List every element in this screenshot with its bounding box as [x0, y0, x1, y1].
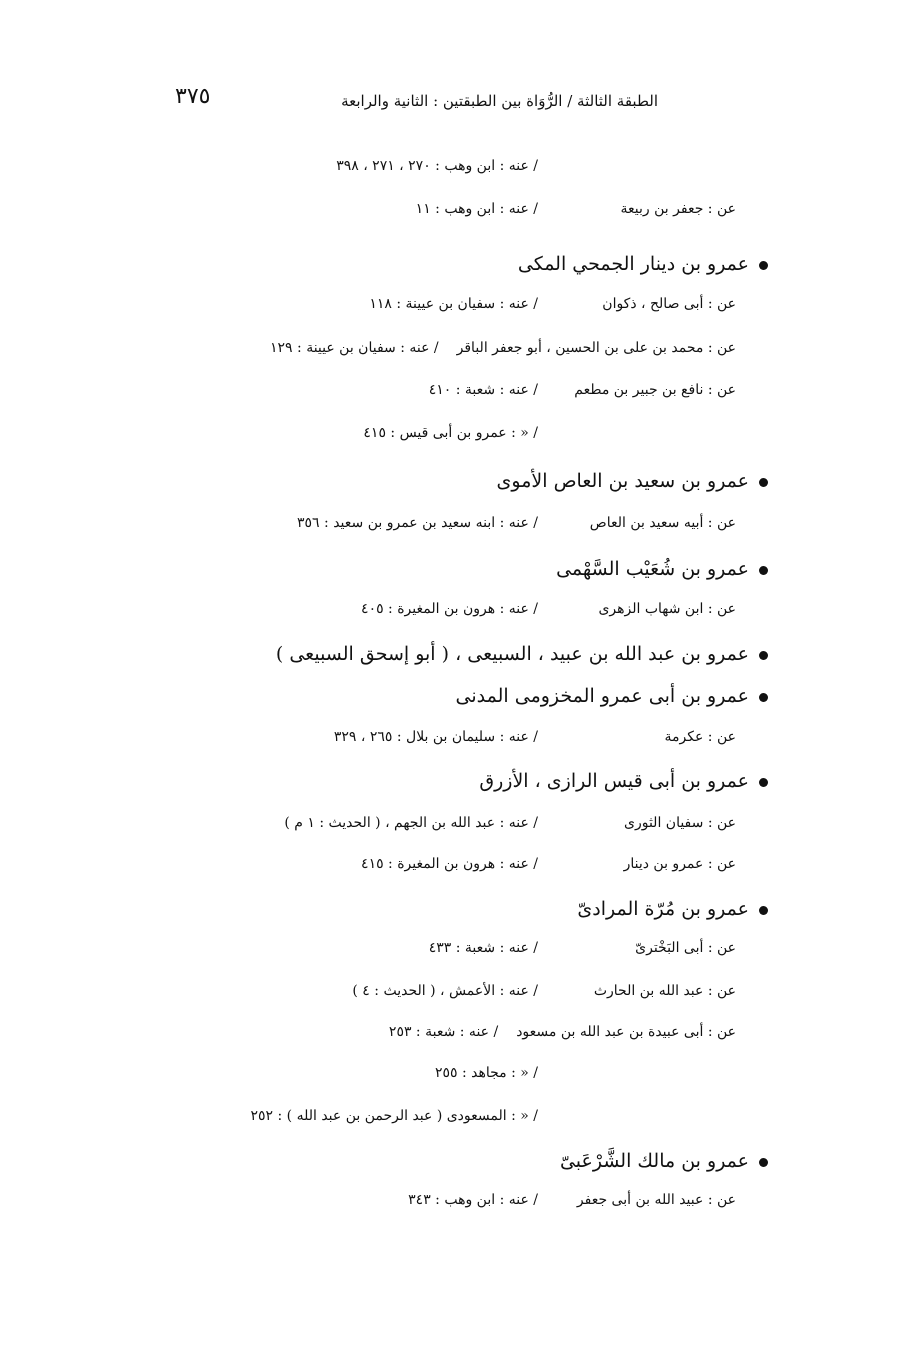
bullet-icon — [759, 778, 768, 787]
transmitted-from: عن : محمد بن على بن الحسين ، أبو جعفر الباقر — [456, 340, 736, 356]
narrator-name: عمرو بن أبى عمرو المخزومى المدنى — [455, 685, 749, 707]
transmitted-from: عن : جعفر بن ربيعة — [620, 201, 736, 217]
transmitted-from: عن : أبى عبيدة بن عبد الله بن مسعود — [516, 1024, 736, 1040]
transmitted-to: / عنه : سليمان بن بلال : ٢٦٥ ، ٣٢٩ — [333, 729, 538, 745]
transmitted-to: / عنه : ابن وهب : ٢٧٠ ، ٢٧١ ، ٣٩٨ — [336, 158, 538, 174]
transmitted-to: / عنه : شعبة : ٤١٠ — [428, 382, 538, 398]
transmitted-to: / عنه : الأعمش ، ( الحديث : ٤ ) — [352, 983, 538, 999]
narrator-name: عمرو بن مالك الشَّرْعَبىّ — [559, 1150, 749, 1172]
transmitted-to: / عنه : ابنه سعيد بن عمرو بن سعيد : ٣٥٦ — [297, 515, 538, 531]
transmitted-to: / عنه : شعبة : ٤٣٣ — [428, 940, 538, 956]
narrator-entry — [560, 1150, 768, 1172]
narrator-entry — [518, 253, 768, 275]
bullet-icon — [759, 693, 768, 702]
transmitted-from: عن : سفيان الثورى — [624, 815, 736, 831]
narrator-entry — [577, 898, 768, 920]
transmitted-from: عن : عبيد الله بن أبى جعفر — [576, 1192, 736, 1208]
bullet-icon — [759, 261, 768, 270]
transmitted-to: / « : عمرو بن أبى قيس : ٤١٥ — [363, 425, 538, 441]
narrator-name: عمرو بن أبى قيس الرازى ، الأزرق — [479, 770, 749, 792]
transmitted-from: عن : أبيه سعيد بن العاص — [589, 515, 736, 531]
transmitted-from: عن : نافع بن جبير بن مطعم — [574, 382, 736, 398]
transmitted-to: / عنه : عبد الله بن الجهم ، ( الحديث : ١ م ) — [284, 815, 538, 831]
narrator-name: عمرو بن سعيد بن العاص الأموى — [496, 470, 749, 492]
narrator-name: عمرو بن شُعَيْب السَّهْمى — [556, 558, 749, 580]
page-number: ٣٧٥ — [175, 84, 211, 109]
bullet-icon — [759, 1158, 768, 1167]
transmitted-from: عن : أبى البَخْترىّ — [635, 940, 736, 956]
narrator-name: عمرو بن عبد الله بن عبيد ، السبيعى ، ( أبو إسحق السبيعى ) — [275, 643, 749, 665]
transmitted-to: / « : مجاهد : ٢٥٥ — [434, 1065, 538, 1081]
transmitted-to: / عنه : هرون بن المغيرة : ٤١٥ — [361, 856, 538, 872]
bullet-icon — [759, 906, 768, 915]
transmitted-to: / عنه : ابن وهب : ٣٤٣ — [408, 1192, 538, 1208]
narrator-entry — [456, 685, 768, 707]
narrator-name: عمرو بن دينار الجمحي المكى — [517, 253, 749, 275]
transmitted-to: / عنه : سفيان بن عيينة : ١٢٩ — [270, 340, 439, 356]
bullet-icon — [759, 651, 768, 660]
bullet-icon — [759, 478, 768, 487]
transmitted-from: عن : ابن شهاب الزهرى — [598, 601, 736, 617]
transmitted-from: عن : أبى صالح ، ذكوان — [602, 296, 736, 312]
narrator-entry — [497, 470, 768, 492]
running-header: الطبقة الثالثة / الرُّوَاة بين الطبقتين : الثانية والرابعة — [341, 92, 658, 110]
narrator-entry — [276, 643, 768, 665]
transmitted-to: / عنه : سفيان بن عيينة : ١١٨ — [369, 296, 538, 312]
narrator-entry — [556, 558, 768, 580]
narrator-name: عمرو بن مُرّة المرادىّ — [577, 898, 749, 920]
transmitted-to: / عنه : شعبة : ٢٥٣ — [388, 1024, 499, 1040]
transmitted-from: عن : عكرمة — [664, 729, 736, 745]
transmitted-to: / عنه : ابن وهب : ١١ — [415, 201, 538, 217]
bullet-icon — [759, 566, 768, 575]
transmitted-to: / عنه : هرون بن المغيرة : ٤٠٥ — [361, 601, 538, 617]
transmitted-from: عن : عمرو بن دينار — [623, 856, 736, 872]
narrator-entry — [479, 770, 768, 792]
transmitted-to: / « : المسعودى ( عبد الرحمن بن عبد الله ) : ٢٥٢ — [250, 1108, 538, 1124]
transmitted-from: عن : عبد الله بن الحارث — [593, 983, 736, 999]
